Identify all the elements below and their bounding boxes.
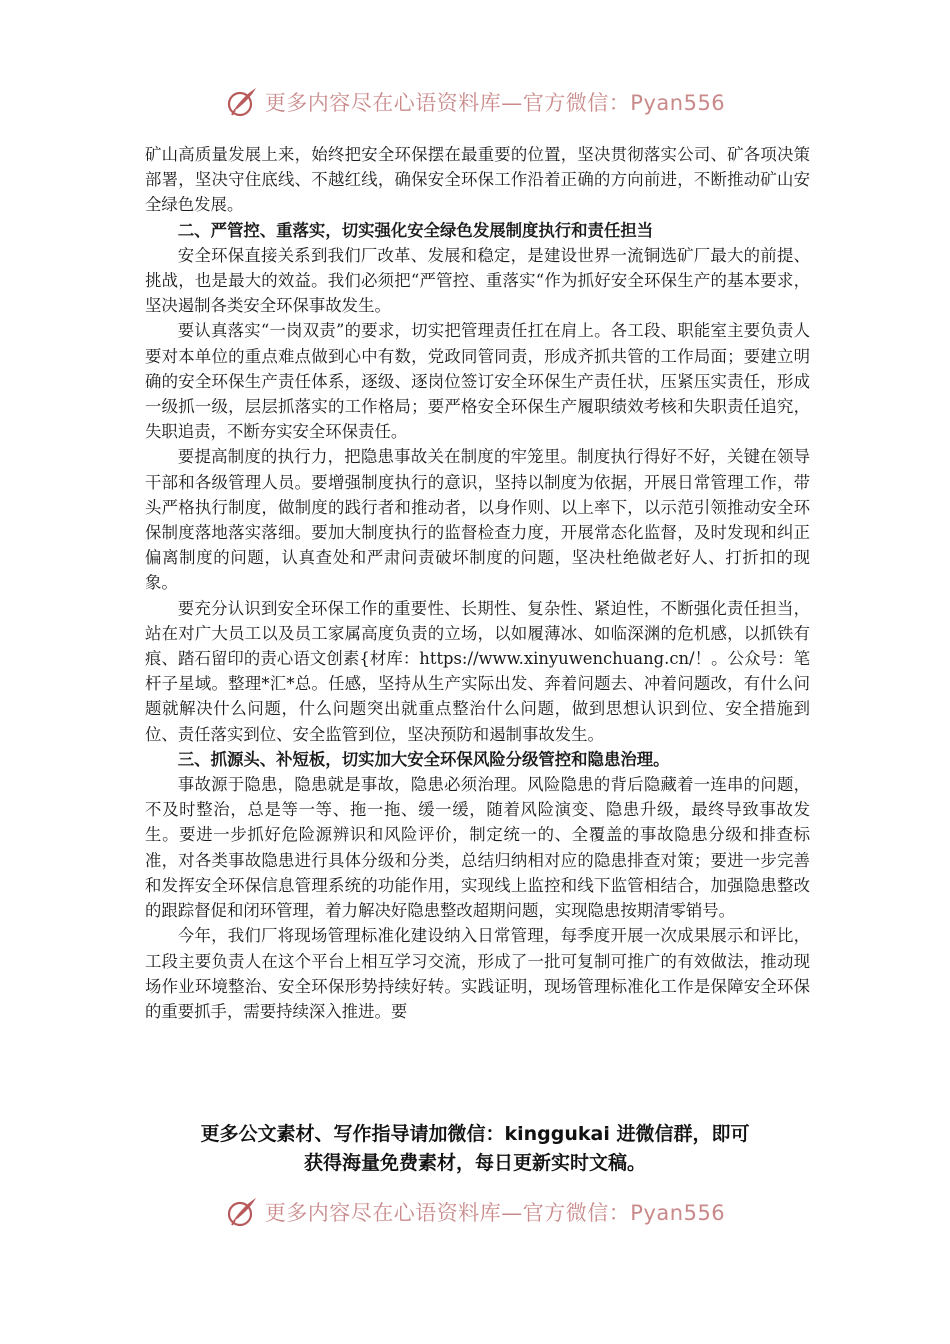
quill-pen-circle-icon bbox=[225, 1195, 259, 1229]
paragraph-continuation: 矿山高质量发展上来，始终把安全环保摆在最重要的位置，坚决贯彻落实公司、矿各项决策部署，坚决守住底线、不越红线，确保安全环保工作沿着正确的方向前进，不断推动矿山安全绿色发展。 bbox=[145, 145, 810, 215]
paragraph: 要提高制度的执行力，把隐患事故关在制度的牢笼里。制度执行得好不好，关键在领导干部和各级管理人员。要增强制度执行的意识，坚持以制度为依据，开展日常管理工作，带头严格执行制度，做制度的践行者和推动者，以身作则、以上率下，以示范引领推动安全环保制度落地落实落细。要加大制度执行的监督检查力度，开展常态化监督，及时发现和纠正偏离制度的问题，认真查处和严肃问责破坏制度的问题，坚决杜绝做老好人、打折扣的现象。 bbox=[145, 447, 810, 593]
footer-banner-text: 更多内容尽在心语资料库—官方微信：Pyan556 bbox=[264, 1201, 726, 1225]
paragraph: 事故源于隐患，隐患就是事故，隐患必须治理。风险隐患的背后隐藏着一连串的问题，不及时整治，总是等一等、拖一拖、缓一缓，随着风险演变、隐患升级，最终导致事故发生。要进一步抓好危险源辨识和风险评价，制定统一的、全覆盖的事故隐患分级和排查标准，对各类事故隐患进行具体分级和分类，总结归纳相对应的隐患排查对策；要进一步完善和发挥安全环保信息管理系统的功能作用，实现线上监控和线下监管相结合，加强隐患整改的跟踪督促和闭环管理，着力解决好隐患整改超期问题，实现隐患按期清零销号。 bbox=[145, 775, 810, 921]
section-heading-2: 二、严管控、重落实，切实强化安全绿色发展制度执行和责任担当 bbox=[177, 220, 654, 240]
paragraph: 要认真落实“一岗双责”的要求，切实把管理责任扛在肩上。各工段、职能室主要负责人要对本单位的重点难点做到心中有数，党政同管同责，形成齐抓共管的工作局面；要建立明确的安全环保生产责任体系，逐级、逐岗位签订安全环保生产责任状，压紧压实责任，形成一级抓一级，层层抓落实的工作格局；要严格安全环保生产履职绩效考核和失职责任追究，失职追责，不断夯实安全环保责任。 bbox=[145, 321, 810, 442]
header-banner bbox=[0, 84, 950, 120]
paragraph: 要充分认识到安全环保工作的重要性、长期性、复杂性、紧迫性，不断强化责任担当，站在对广大员工以及员工家属高度负责的立场，以如履薄冰、如临深渊的危机感，以抓铁有痕、踏石留印的责心语文创素{材库：https://www.xinyuwenchuang.cn/！。公众号：笔杆子星域。整理*汇*总。任感，坚持从生产实际出发、奔着问题去、冲着问题改，有什么问题就解决什么问题，什么问题突出就重点整治什么问题，做到思想认识到位、安全措施到位、责任落实到位、安全监管到位，坚决预防和遏制事故发生。 bbox=[145, 598, 810, 744]
document-body bbox=[145, 142, 810, 1024]
quill-pen-circle-icon bbox=[225, 85, 259, 119]
paragraph: 安全环保直接关系到我们厂改革、发展和稳定，是建设世界一流铜选矿厂最大的前提、挑战，也是最大的效益。我们必须把“严管控、重落实“作为抓好安全环保生产的基本要求，坚决遏制各类安全环保事故发生。 bbox=[145, 245, 810, 316]
footer-note bbox=[120, 1120, 830, 1178]
footer-note-line-2: 获得海量免费素材，每日更新实时文稿。 bbox=[303, 1152, 646, 1174]
footer-banner bbox=[0, 1194, 950, 1230]
header-banner-text: 更多内容尽在心语资料库—官方微信：Pyan556 bbox=[264, 91, 726, 115]
paragraph: 今年，我们厂将现场管理标准化建设纳入日常管理，每季度开展一次成果展示和评比，工段主要负责人在这个平台上相互学习交流，形成了一批可复制可推广的有效做法，推动现场作业环境整治、安全环保形势持续好转。实践证明，现场管理标准化工作是保障安全环保的重要抓手，需要持续深入推进。要 bbox=[145, 926, 810, 1021]
section-heading-3: 三、抓源头、补短板，切实加大安全环保风险分级管控和隐患治理。 bbox=[177, 749, 670, 769]
footer-note-line-1: 更多公文素材、写作指导请加微信：kinggukai 进微信群，即可 bbox=[200, 1123, 750, 1145]
